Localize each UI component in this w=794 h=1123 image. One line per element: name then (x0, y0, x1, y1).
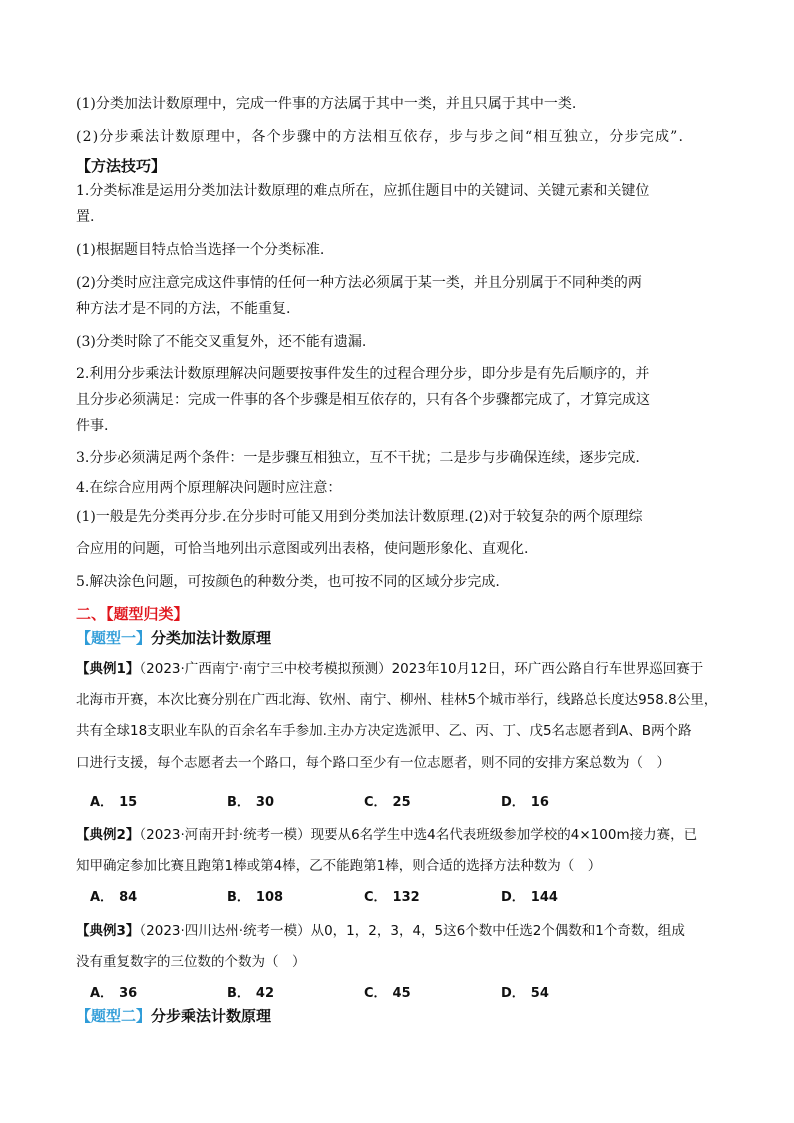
method-5: 5.解决涂色问题，可按颜色的种数分类，也可按不同的区域分步完成. (76, 574, 500, 590)
method-2-line-a: 2.利用分步乘法计数原理解决问题要按事件发生的过程合理分步，即分步是有先后顺序的，并 (76, 366, 650, 382)
example-2-option-a[interactable]: A． 84 (90, 890, 138, 905)
section-2-title: 【题型归类】 (106, 605, 189, 623)
type-2-title: 分步乘法计数原理 (151, 1007, 272, 1025)
method-1-3: (3)分类时除了不能交叉重复外，还不能有遗漏. (76, 334, 367, 350)
method-2-line-c: 件事. (76, 418, 109, 434)
method-1-line-a: 1.分类标准是运用分类加法计数原理的难点所在，应抓住题目中的关键词、关键元素和关键位 (76, 183, 650, 199)
example-3-option-d[interactable]: D． 54 (501, 986, 549, 1001)
method-4: 4.在综合应用两个原理解决问题时应注意： (76, 480, 342, 496)
example-2-label: 【典例2】 (76, 827, 140, 843)
section-2-prefix: 二、 (76, 605, 107, 623)
example-1-option-d[interactable]: D． 16 (501, 795, 549, 810)
type-2-tag: 【题型二】 (76, 1007, 152, 1025)
example-1-option-b[interactable]: B． 30 (227, 795, 275, 810)
method-1-1: (1)根据题目特点恰当选择一个分类标准. (76, 242, 325, 258)
example-3-line-1 (76, 921, 685, 941)
example-3-option-a[interactable]: A． 36 (90, 986, 138, 1001)
example-1-line-3: 共有全球18支职业车队的百余名车手参加.主办方决定选派甲、乙、丙、丁、戊5名志愿者到A、B两个路 (76, 723, 692, 739)
example-1-option-c[interactable]: C． 25 (364, 795, 411, 810)
example-2-option-c[interactable]: C． 132 (364, 890, 420, 905)
note-2: (2)分步乘法计数原理中，各个步骤中的方法相互依存，步与步之间“相互独立，分步完成”. (76, 129, 685, 145)
example-1-line-4: 口进行支援，每个志愿者去一个路口，每个路口至少有一位志愿者，则不同的安排方案总数为（ ） (76, 755, 670, 771)
method-1-2-line-b: 种方法才是不同的方法，不能重复. (76, 301, 291, 317)
methods-heading: 【方法技巧】 (76, 157, 167, 175)
example-1-label: 【典例1】 (76, 661, 140, 677)
method-4-1-line-a: (1)一般是先分类再分步.在分步时可能又用到分类加法计数原理.(2)对于较复杂的两个原理综 (76, 509, 643, 525)
method-4-1-line-b: 合应用的问题，可恰当地列出示意图或列出表格，使问题形象化、直观化. (76, 541, 529, 557)
method-1-line-b: 置. (76, 209, 95, 225)
example-3-option-b[interactable]: B． 42 (227, 986, 275, 1001)
example-1-text-1: （2023·广西南宁·南宁三中校考模拟预测）2023年10月12日，环广西公路自行车世界巡回赛于 (139, 661, 704, 677)
example-1-line-2: 北海市开赛，本次比赛分别在广西北海、钦州、南宁、柳州、桂林5个城市举行，线路总长度达958.8公里， (76, 692, 718, 708)
example-3-line-2: 没有重复数字的三位数的个数为（ ） (76, 954, 306, 970)
example-3-label: 【典例3】 (76, 923, 140, 939)
note-1: (1)分类加法计数原理中，完成一件事的方法属于其中一类，并且只属于其中一类. (76, 96, 577, 112)
example-2-text-1: （2023·河南开封·统考一模）现要从6名学生中选4名代表班级参加学校的4×100m接力赛，已 (139, 827, 698, 843)
type-1-tag: 【题型一】 (76, 629, 152, 647)
example-2-line-1 (76, 825, 697, 845)
section-2-heading (76, 604, 189, 624)
method-3: 3.分步必须满足两个条件：一是步骤互相独立，互不干扰；二是步与步确保连续，逐步完成. (76, 450, 640, 466)
example-2-option-b[interactable]: B． 108 (227, 890, 284, 905)
type-2-heading (76, 1006, 271, 1026)
method-1-2-line-a: (2)分类时应注意完成这件事情的任何一种方法必须属于某一类，并且分别属于不同种类的两 (76, 275, 642, 291)
example-2-line-2: 知甲确定参加比赛且跑第1棒或第4棒，乙不能跑第1棒，则合适的选择方法种数为（ ） (76, 858, 602, 874)
example-3-option-c[interactable]: C． 45 (364, 986, 411, 1001)
example-1-line-1 (76, 659, 703, 679)
method-2-line-b: 且分步必须满足：完成一件事的各个步骤是相互依存的，只有各个步骤都完成了，才算完成这 (76, 392, 650, 408)
type-1-title: 分类加法计数原理 (151, 629, 272, 647)
example-1-option-a[interactable]: A． 15 (90, 795, 138, 810)
example-3-text-1: （2023·四川达州·统考一模）从0，1，2，3，4，5这6个数中任选2个偶数和1个奇数，组成 (139, 923, 685, 939)
example-2-option-d[interactable]: D． 144 (501, 890, 558, 905)
type-1-heading (76, 628, 271, 648)
